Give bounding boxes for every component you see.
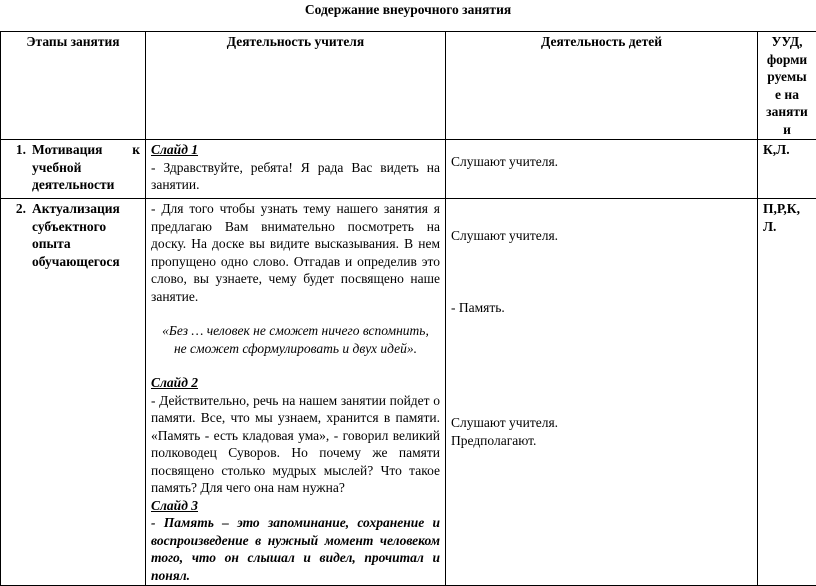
children-text: - Память. [451,299,752,317]
lesson-content-table [0,31,816,586]
children-text: Слушают учителя. [451,414,752,432]
children-activity-cell [446,140,758,199]
header-children-activity: Деятельность детей [446,32,758,140]
teacher-text-memory: - Действительно, речь на нашем занятии пойдет о памяти. Все, что мы узнаем, хранится в памяти. «Память - есть кладовая ума», - говорил великий полководец Суворов. Но почему же памяти посвящено столько мудрых мыслей? Что такое память? Для чего она нам нужна? [151,392,440,497]
definition-text: Память – это запоминание, сохранение и воспроизведение в нужный момент человеком того, что он слышал и видел, прочитал и понял. [151,515,440,583]
slide-label: Слайд 1 [151,141,440,159]
quote-text: «Без … человек не сможет ничего вспомнить, не сможет сформулировать и двух идей». [151,322,440,357]
teacher-definition [151,514,440,584]
stage-name: Мотивация к учебной деятельности [32,141,140,194]
table-row [1,199,816,586]
header-uud: УУД, форми руемы е на заняти и [758,32,816,140]
children-text: Слушают учителя. [451,227,752,245]
uud-cell: К,Л. [758,140,816,199]
table-row [1,140,816,199]
stage-number: 1. [6,141,32,194]
stage-number: 2. [6,200,32,270]
stage-cell [1,199,146,586]
children-activity-cell [446,199,758,586]
teacher-text-intro: - Для того чтобы узнать тему нашего занятия я предлагаю Вам внимательно посмотреть на доску. На доске вы видите высказывания. В нем пропущено одно слово. Отгадав и определив это слово, вы узнаете, чему будет посвящено наше занятие. [151,200,440,305]
stage-cell [1,140,146,199]
teacher-activity-cell [146,140,446,199]
header-stages: Этапы занятия [1,32,146,140]
header-teacher-activity: Деятельность учителя [146,32,446,140]
slide-label: Слайд 3 [151,497,440,515]
children-text: Предполагают. [451,432,752,450]
definition-dash: - [151,515,164,530]
document-title: Содержание внеурочного занятия [0,2,816,18]
slide-label: Слайд 2 [151,374,440,392]
teacher-text: - Здравствуйте, ребята! Я рада Вас видеть на занятии. [151,159,440,194]
teacher-activity-cell [146,199,446,586]
uud-cell: П,Р,К, Л. [758,199,816,586]
stage-name: Актуализация субъектного опыта обучающегося [32,200,140,270]
table-header-row [1,32,816,140]
children-text: Слушают учителя. [451,153,752,171]
